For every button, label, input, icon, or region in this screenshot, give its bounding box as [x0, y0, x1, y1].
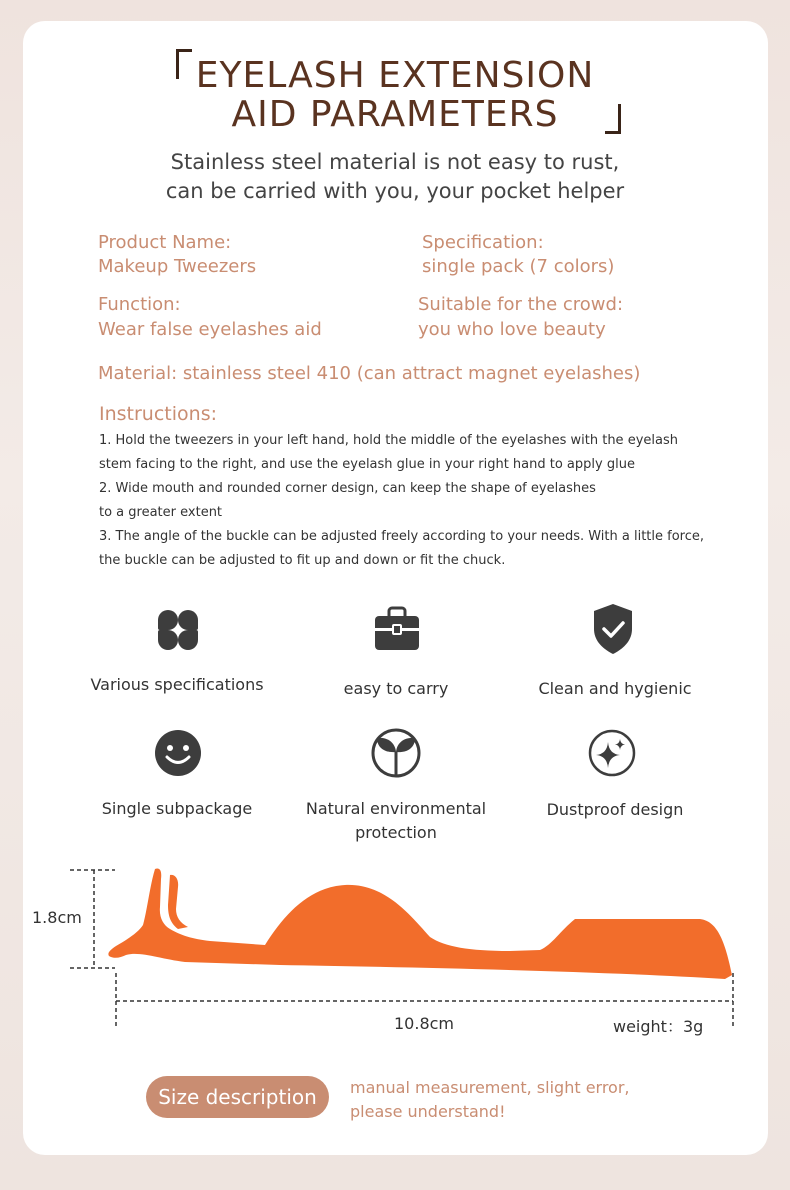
feature-label-natural-line2: protection — [355, 823, 437, 842]
tweezers-image — [108, 868, 732, 979]
function-value: Wear false eyelashes aid — [98, 319, 322, 340]
smiley-icon — [154, 729, 202, 777]
feature-label-natural-line1: Natural environmental — [305, 799, 487, 818]
page-title-line1: EYELASH EXTENSION — [195, 55, 595, 96]
sparkle-icon — [588, 729, 636, 777]
subtitle-line1: Stainless steel material is not easy to rust, — [170, 150, 620, 174]
feature-label-clean-hygienic: Clean and hygienic — [538, 679, 692, 698]
feature-label-single-subpackage: Single subpackage — [101, 799, 253, 818]
instruction-line: 1. Hold the tweezers in your left hand, hold the middle of the eyelashes with the eyelash — [99, 433, 678, 448]
specification-value: single pack (7 colors) — [422, 256, 615, 277]
height-dimension-label: 1.8cm — [32, 908, 82, 927]
briefcase-icon — [373, 606, 421, 652]
instructions-title: Instructions: — [99, 403, 217, 425]
instruction-line: to a greater extent — [99, 505, 223, 520]
instruction-line: the buckle can be adjusted to fit up and down or fit the chuck. — [99, 553, 506, 568]
function-label: Function: — [98, 294, 181, 315]
sprout-icon — [371, 728, 421, 778]
weight-label: weight：3g — [613, 1017, 704, 1036]
subtitle-line2: can be carried with you, your pocket helper — [165, 179, 625, 203]
crowd-label: Suitable for the crowd: — [418, 294, 624, 315]
tweezers-size-diagram — [0, 855, 790, 1035]
instruction-line: stem facing to the right, and use the eyelash glue in your right hand to apply glue — [99, 457, 635, 472]
instruction-line: 3. The angle of the buckle can be adjusted freely according to your needs. With a little force, — [99, 529, 705, 544]
measurement-note-line2: please understand! — [350, 1102, 506, 1121]
length-dimension-label: 10.8cm — [394, 1014, 455, 1033]
page-title-line2: AID PARAMETERS — [231, 94, 559, 135]
specification-label: Specification: — [422, 232, 544, 253]
material-text: Material: stainless steel 410 (can attract magnet eyelashes) — [98, 363, 641, 384]
feature-label-dustproof: Dustproof design — [546, 800, 684, 819]
feature-label-various-specifications: Various specifications — [90, 675, 264, 694]
crowd-value: you who love beauty — [418, 319, 606, 340]
product-name-label: Product Name: — [98, 232, 232, 253]
feature-label-easy-to-carry: easy to carry — [343, 679, 449, 698]
measurement-note-line1: manual measurement, slight error, — [350, 1078, 630, 1097]
shield-check-icon — [592, 603, 634, 655]
product-name-value: Makeup Tweezers — [98, 256, 257, 277]
size-description-badge: Size description — [146, 1076, 329, 1118]
clover-icon — [155, 607, 201, 653]
instruction-line: 2. Wide mouth and rounded corner design, can keep the shape of eyelashes — [99, 481, 596, 496]
